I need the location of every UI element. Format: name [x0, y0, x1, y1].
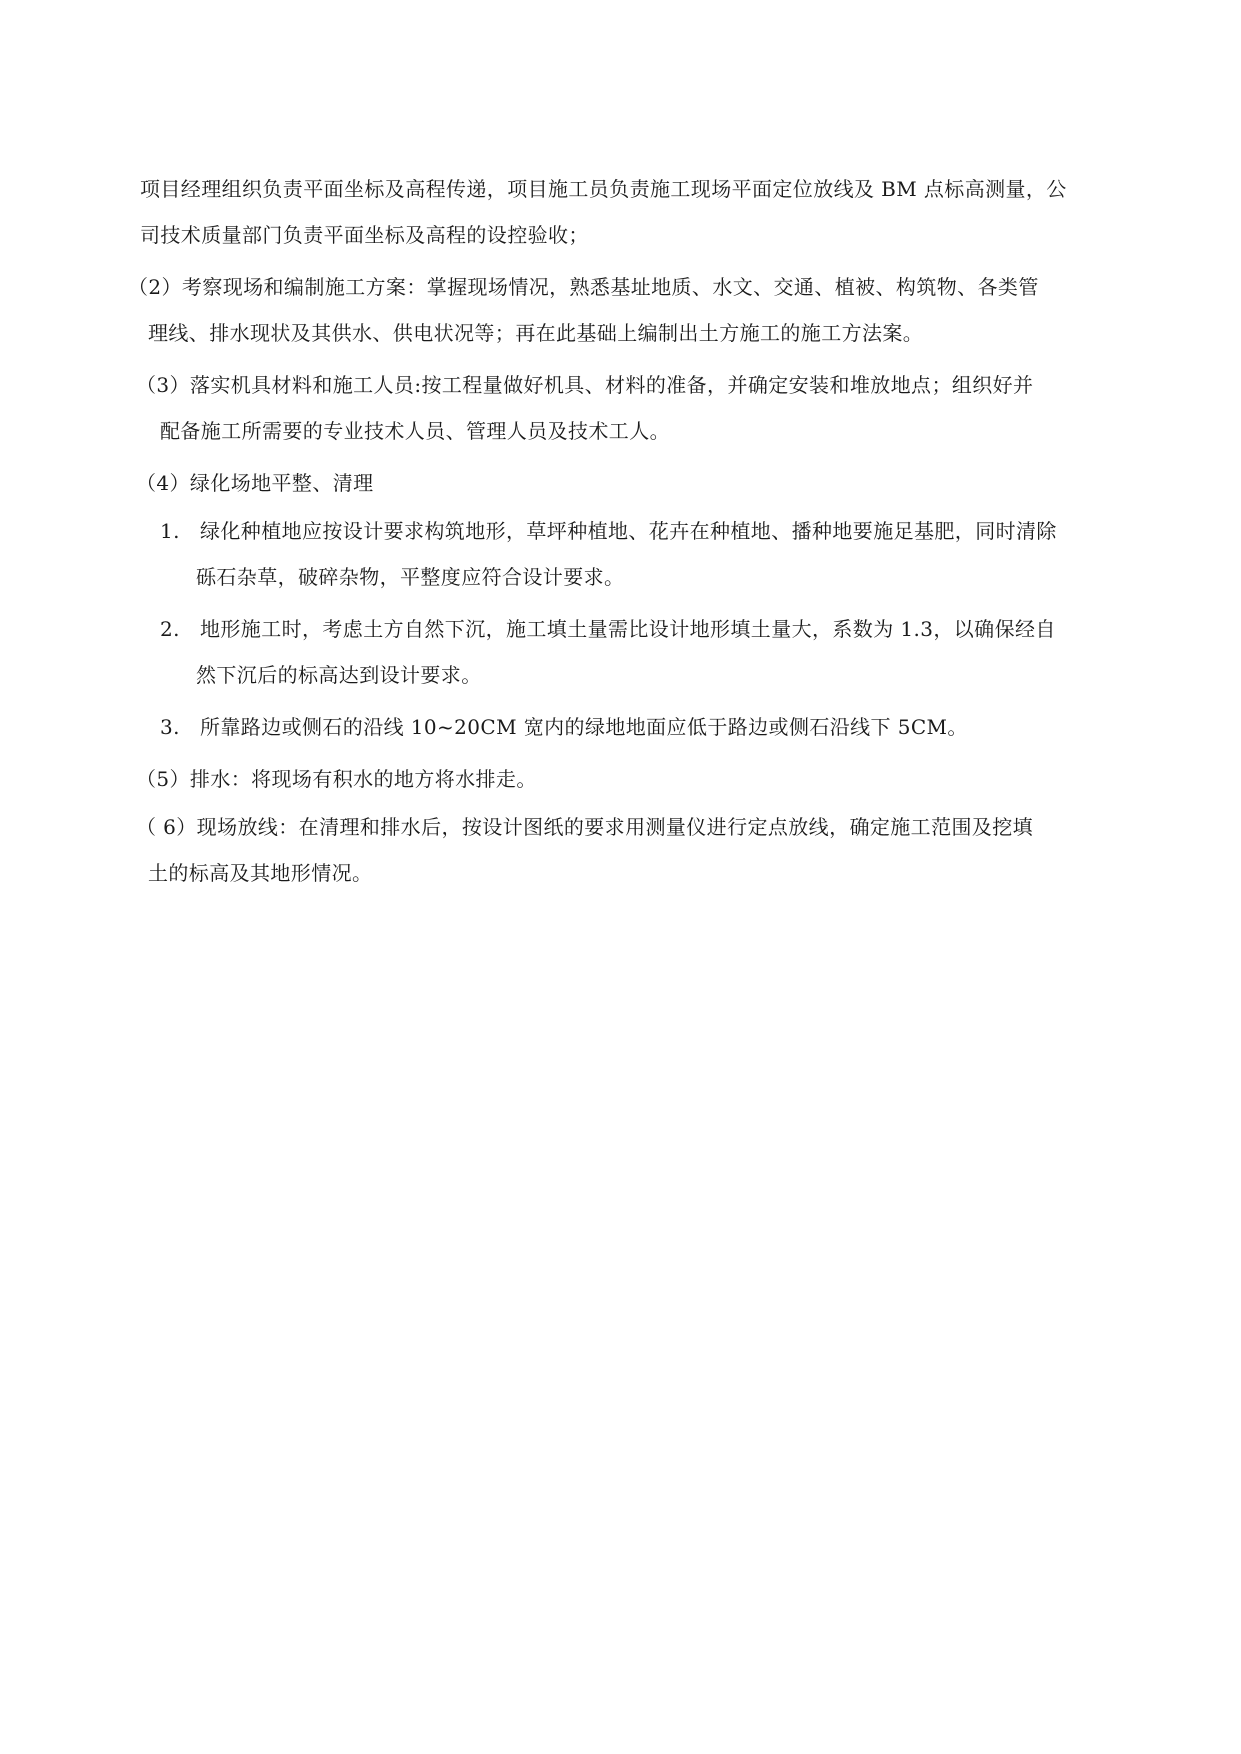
paragraph-5-line-1: （5）排水：将现场有积水的地方将水排走。	[136, 767, 537, 791]
list-item-2-line-1	[160, 614, 1056, 644]
list-item-3-text: 所靠路边或侧石的沿线 10~20CM 宽内的绿地地面应低于路边或侧石沿线下 5CM。	[200, 715, 968, 739]
list-item-2-number: 2.	[160, 617, 180, 641]
paragraph-4-heading: （4）绿化场地平整、清理	[136, 471, 374, 495]
paragraph-1-line-1: 项目经理组织负责平面坐标及高程传递，项目施工员负责施工现场平面定位放线及 BM 点标高测量，公	[140, 177, 1067, 201]
list-item-1-line-1	[160, 516, 1057, 546]
paragraph-3-line-2: 配备施工所需要的专业技术人员、管理人员及技术工人。	[160, 419, 670, 443]
paragraph-1-line-2: 司技术质量部门负责平面坐标及高程的设控验收；	[140, 223, 589, 247]
paragraph-6-line-2: 土的标高及其地形情况。	[148, 861, 373, 885]
paragraph-2-line-2: 理线、排水现状及其供水、供电状况等；再在此基础上编制出土方施工的施工方法案。	[148, 321, 924, 345]
list-item-1-text: 绿化种植地应按设计要求构筑地形，草坪种植地、花卉在种植地、播种地要施足基肥，同时清除	[200, 519, 1057, 543]
list-item-2-text: 地形施工时，考虑土方自然下沉，施工填土量需比设计地形填土量大，系数为 1.3，以确保经自	[200, 617, 1056, 641]
list-item-1-line-2: 砾石杂草，破碎杂物，平整度应符合设计要求。	[196, 565, 625, 589]
list-item-1-number: 1.	[160, 519, 180, 543]
list-item-3-number: 3.	[160, 715, 180, 739]
paragraph-2-line-1: （2）考察现场和编制施工方案：掌握现场情况，熟悉基址地质、水文、交通、植被、构筑物、各类管	[128, 275, 1039, 299]
paragraph-3-line-1: （3）落实机具材料和施工人员:按工程量做好机具、材料的准备，并确定安装和堆放地点；组织好并	[136, 373, 1034, 397]
list-item-2-line-2: 然下沉后的标高达到设计要求。	[196, 663, 482, 687]
list-item-3-line-1	[160, 712, 968, 742]
paragraph-6-line-1: （ 6）现场放线：在清理和排水后，按设计图纸的要求用测量仪进行定点放线，确定施工范围及挖填	[136, 815, 1034, 839]
